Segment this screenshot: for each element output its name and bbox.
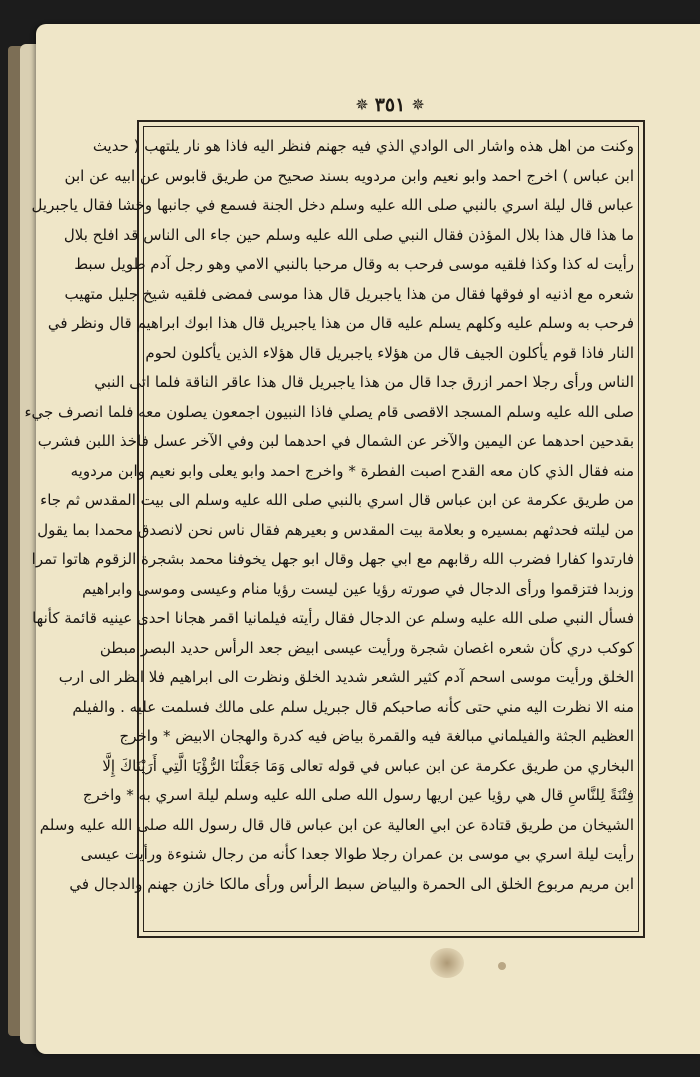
- text-line: ابن عباس ) اخرج احمد وابو نعيم وابن مردويه بسند صحيح من طريق قابوس عن ابيه عن ابن: [64, 166, 634, 185]
- text-line: منه الا نظرت اليه مني حتى كأنه صاحبكم قال جبريل سلم على مالك فسلمت عليه . والفيلم: [72, 697, 634, 716]
- ornament-right-icon: ✵: [411, 95, 425, 114]
- text-line: العظيم الجثة والفيلماني مبالغة فيه والقمرة بياض فيه كدرة والهجان الابيض * واخرج: [119, 727, 634, 745]
- text-line: عباس قال ليلة اسري بالنبي صلى الله عليه وسلم دخل الجنة فسمع في جانبها وخشا فقال ياجبريل: [31, 196, 634, 214]
- text-line: النار فاذا قوم يأكلون الجيف قال من هؤلاء ياجبريل قال هؤلاء الذين يأكلون لحوم: [145, 343, 634, 362]
- text-line: الناس ورأى رجلا احمر ازرق جدا قال من هذا ياجبريل قال هذا عاقر الناقة فلما اتى النبي: [94, 373, 634, 391]
- text-line: كوكب دري كأن شعره اغصان شجرة ورأيت عيسى ابيض جعد الرأس حديد البصر مبطن: [99, 638, 634, 657]
- text-line: من ليلته فحدثهم بمسيره و بعلامة بيت المقدس و بعيرهم فقال ناس نحن لانصدق محمدا بما يقول: [37, 520, 634, 539]
- paper-spot: [498, 962, 506, 970]
- text-line: الشيخان من طريق قتادة عن ابي العالية عن ابن عباس قال قال رسول الله صلى الله عليه وسلم: [39, 815, 634, 834]
- text-line: ابن مريم مربوع الخلق الى الحمرة والبياض سبط الرأس ورأى مالكا خازن جهنم والدجال في: [69, 874, 634, 893]
- arabic-text-block: [24, 132, 634, 932]
- text-line: بقدحين احدهما عن اليمين والآخر عن الشمال في احدهما لبن وفي الآخر عسل فاخذ اللبن فشرب: [37, 432, 634, 450]
- paper-stain: [430, 948, 464, 978]
- text-line: الخلق ورأيت موسى اسحم آدم كثير الشعر شديد الخلق ونظرت الى ابراهيم فلا انظر الى ارب: [58, 668, 634, 686]
- text-line: من طريق عكرمة عن ابن عباس قال اسري بالنبي صلى الله عليه وسلم الى بيت المقدس ثم جاء: [40, 491, 634, 509]
- text-line: شعره مع اذنيه او فوقها فقال من هذا ياجبريل قال هذا موسى فمضى فلقيه شيخ جليل متهيب: [64, 284, 634, 303]
- text-line: البخاري من طريق عكرمة عن ابن عباس في قوله تعالى وَمَا جَعَلْنَا الرُّؤْيَا الَّتِي أَرَيْنَاكَ إِلَّا: [102, 756, 634, 775]
- text-line: رأيت له كذا وكذا فلقيه موسى فرحب به وقال مرحبا بالنبي الامي وهو رجل آدم طويل سبط: [74, 255, 634, 273]
- page-number: ٣٥١: [374, 94, 406, 116]
- text-line: وكنت من اهل هذه واشار الى الوادي الذي فيه جهنم فنظر اليه فاذا هو نار يلتهب ( حديث: [92, 137, 634, 155]
- ornament-left-icon: ✵: [355, 95, 369, 114]
- text-line: وزبدا فتزقموا ورأى الدجال في صورته رؤيا عين ليست رؤيا منام وعيسى وموسى وابراهيم: [82, 579, 634, 598]
- text-line: فرحب به وسلم عليه وكلهم يسلم عليه قال من هذا ياجبريل قال هذا ابوك ابراهيم قال ونظر في: [47, 314, 634, 332]
- text-line: منه فقال الذي كان معه القدح اصبت الفطرة * واخرج احمد وابو يعلى وابو نعيم وابن مردويه: [70, 461, 634, 480]
- text-line: صلى الله عليه وسلم المسجد الاقصى قام يصلي فاذا النبيون اجمعون يصلون معه فلما انصرف جيء: [24, 402, 634, 421]
- text-line: رأيت ليلة اسري بي موسى بن عمران رجلا طوالا جعدا كأنه من رجال شنوءة ورأيت عيسى: [80, 845, 634, 863]
- text-line: فسأل النبي صلى الله عليه وسلم عن الدجال فقال رأيته فيلمانيا اقمر هجانا احدى عينيه قائمة كأنها: [32, 609, 634, 627]
- text-line: فِتْنَةً لِلنَّاسِ قال هي رؤيا عين اريها رسول الله صلى الله عليه وسلم ليلة اسري به * واخرج: [82, 786, 634, 804]
- text-line: فارتدوا كفارا فضرب الله رقابهم مع ابي جهل وقال ابو جهل يخوفنا محمد بشجرة الزقوم هاتوا تمرا: [31, 550, 634, 568]
- text-line: ما هذا قال هذا بلال المؤذن فقال النبي صلى الله عليه وسلم حين جاء الى الناس قد افلح بلال: [63, 225, 634, 244]
- page-header: [330, 90, 450, 120]
